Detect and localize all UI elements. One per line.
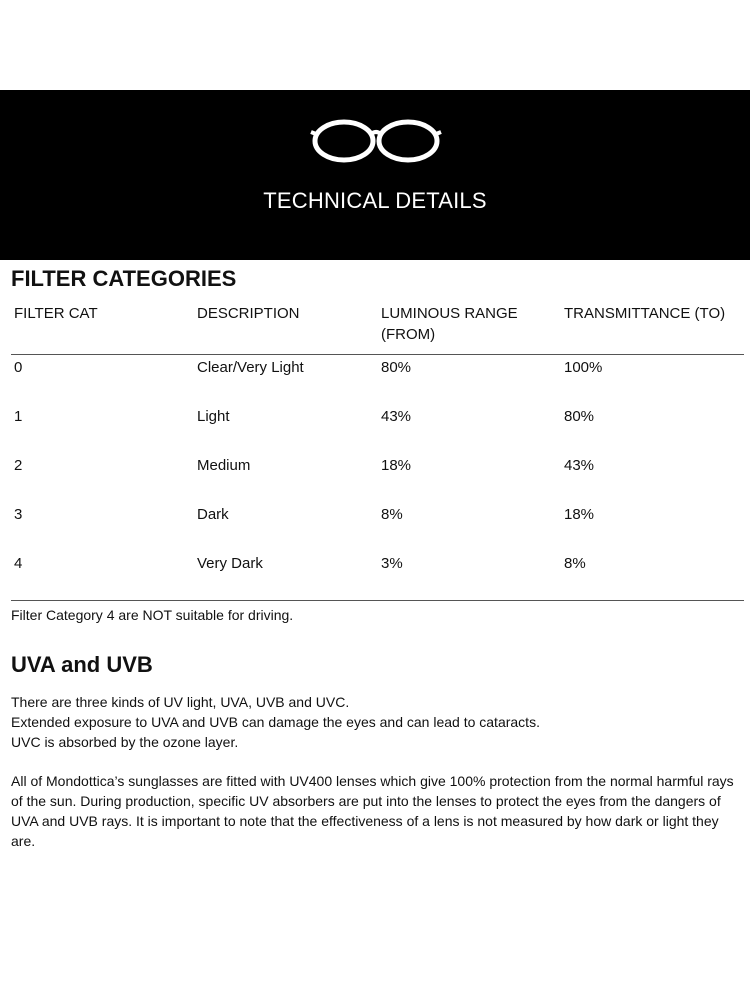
cell-description: Very Dark xyxy=(197,555,263,572)
cell-description: Dark xyxy=(197,506,229,523)
header-luminous-range xyxy=(381,303,518,345)
cell-filter-cat: 2 xyxy=(14,457,23,474)
cell-luminous: 3% xyxy=(381,555,403,572)
filter-table xyxy=(11,300,744,600)
cell-transmittance: 80% xyxy=(564,408,595,425)
cell-filter-cat: 3 xyxy=(14,506,23,523)
table-bottom-rule xyxy=(11,600,744,601)
uv-intro-paragraph xyxy=(11,692,741,752)
glasses-icon xyxy=(309,118,443,164)
table-body xyxy=(11,355,744,600)
table-row xyxy=(11,502,744,551)
header-filter-cat: FILTER CAT xyxy=(14,305,98,322)
table-header xyxy=(11,300,744,355)
cell-transmittance: 18% xyxy=(564,506,595,523)
cell-transmittance: 8% xyxy=(564,555,586,572)
cell-description: Medium xyxy=(197,457,251,474)
banner-title: TECHNICAL DETAILS xyxy=(263,188,487,213)
cell-filter-cat: 0 xyxy=(14,359,23,376)
cell-description: Light xyxy=(197,408,230,425)
uva-uvb-title: UVA and UVB xyxy=(11,652,153,677)
uv-intro-line: UVC is absorbed by the ozone layer. xyxy=(11,734,239,750)
uv400-paragraph: All of Mondottica’s sunglasses are fitted with UV400 lenses which give 100% protection from the normal harmful rays of the sun. During production, specific UV absorbers are put into the lenses to protect the eyes from the dangers of UVA and UVB rays. It is important to note that the effectiveness of a lens is not measured by how dark or light they are. xyxy=(11,773,734,849)
cell-transmittance: 43% xyxy=(564,457,595,474)
header-banner xyxy=(0,90,750,260)
header-description: DESCRIPTION xyxy=(197,305,300,322)
cell-luminous: 80% xyxy=(381,359,412,376)
table-row xyxy=(11,453,744,502)
header-luminous-line2: (FROM) xyxy=(381,326,436,343)
cell-transmittance: 100% xyxy=(564,359,603,376)
filter-categories-title: FILTER CATEGORIES xyxy=(11,266,237,291)
uv-intro-line: Extended exposure to UVA and UVB can damage the eyes and can lead to cataracts. xyxy=(11,714,540,730)
table-row xyxy=(11,355,744,404)
cell-luminous: 8% xyxy=(381,506,403,523)
cell-luminous: 43% xyxy=(381,408,412,425)
cell-filter-cat: 1 xyxy=(14,408,23,425)
header-transmittance: TRANSMITTANCE (TO) xyxy=(564,305,726,322)
cell-filter-cat: 4 xyxy=(14,555,23,572)
table-row xyxy=(11,404,744,453)
table-row xyxy=(11,551,744,600)
uv-intro-line: There are three kinds of UV light, UVA, UVB and UVC. xyxy=(11,694,350,710)
driving-note: Filter Category 4 are NOT suitable for driving. xyxy=(11,607,294,623)
cell-luminous: 18% xyxy=(381,457,412,474)
header-luminous-line1: LUMINOUS RANGE xyxy=(381,305,518,322)
cell-description: Clear/Very Light xyxy=(197,359,304,376)
